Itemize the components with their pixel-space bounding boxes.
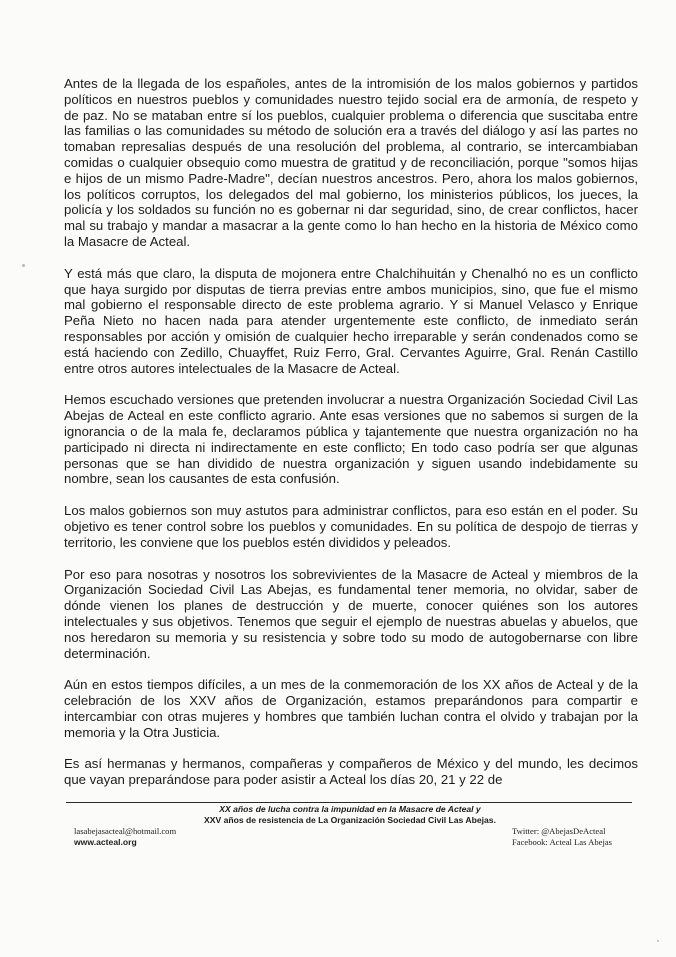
scan-speck (22, 264, 25, 267)
footer-facebook: Facebook: Acteal Las Abejas (512, 837, 612, 847)
paragraph: Hemos escuchado versiones que pretenden involucrar a nuestra Organización Sociedad Civil Las Abejas de Acteal en este conflicto agrario. Ante esas versiones que no sabemos si surgen de la ignorancia o de la mala fe, declaramos pública y tajantemente que nuestra organización no ha participado ni directa ni indirectamente en este conflicto; En todo caso podría ser que algunas personas que se han dividido de nuestra organización y siguen usando indebidamente su nombre, sean los causantes de esta confusión. (64, 392, 638, 487)
paragraph: Aún en estos tiempos difíciles, a un mes de la conmemoración de los XX años de Acteal y de la celebración de los XXV años de Organización, estamos preparándonos para compartir e intercambiar con otras mujeres y hombres que también luchan contra el olvido y trabajan por la memoria y la Otra Justicia. (64, 677, 638, 740)
footer-divider (66, 802, 632, 803)
footer-motto (160, 804, 540, 826)
paragraph: Antes de la llegada de los españoles, antes de la intromisión de los malos gobiernos y partidos políticos en nuestros pueblos y comunidades nuestro tejido social era de armonía, de respeto y de paz. No se mataban entre sí los pueblos, cualquier problema o diferencia que suscitaba entre las familias o las comunidades su método de solución era a través del diálogo y así las partes no tomaban represalias después de una resolución del problema, al contrario, se intercambiaban comidas o cualquier obsequio como muestra de gratitud y de reconciliación, porque "somos hijas e hijos de un mismo Padre-Madre", decían nuestros ancestros. Pero, ahora los malos gobiernos, los políticos corruptos, los delegados del mal gobierno, los ministerios públicos, los jueces, la policía y los soldados su función no es gobernar ni dar seguridad, sino, de crear conflictos, hacer mal su trabajo y mandar a masacrar a la gente como lo han hecho en la historia de México como la Masacre de Acteal. (64, 76, 638, 249)
footer-motto-line2: XXV años de resistencia de La Organización Sociedad Civil Las Abejas. (204, 815, 496, 825)
footer-contact (74, 826, 176, 848)
paragraph: Por eso para nosotras y nosotros los sobrevivientes de la Masacre de Acteal y miembros de la Organización Sociedad Civil Las Abejas, es fundamental tener memoria, no olvidar, saber de dónde vienen los planes de destrucción y de muerte, conocer quiénes son los autores intelectuales y sus objetivos. Tenemos que seguir el ejemplo de nuestras abuelas y abuelos, que nos heredaron su memoria y su resistencia y sobre todo su modo de autogobernarse con libre determinación. (64, 566, 638, 661)
footer-motto-line1: XX años de lucha contra la impunidad en la Masacre de Acteal y (219, 804, 481, 814)
footer-social (512, 826, 628, 848)
footer-website: www.acteal.org (74, 837, 137, 847)
paragraph: Y está más que claro, la disputa de mojonera entre Chalchihuitán y Chenalhó no es un conflicto que haya surgido por disputas de tierra previas entre ambos municipios, sino, que fue el mismo mal gobierno el responsable directo de este problema agrario. Y si Manuel Velasco y Enrique Peña Nieto no hacen nada para atender urgentemente este conflicto, de inmediato serán responsables por acción y omisión de cualquier hecho irreparable y serán condenados como se está haciendo con Zedillo, Chuayffet, Ruiz Ferro, Gral. Cervantes Aguirre, Gral. Renán Castillo entre otros autores intelectuales de la Masacre de Acteal. (64, 265, 638, 376)
footer-email: lasabejasacteal@hotmail.com (74, 826, 177, 836)
scan-speck (657, 940, 659, 942)
letter-body (64, 76, 638, 804)
paragraph: Es así hermanas y hermanos, compañeras y compañeros de México y del mundo, les decimos que vayan preparándose para poder asistir a Acteal los días 20, 21 y 22 de (64, 756, 638, 788)
paragraph: Los malos gobiernos son muy astutos para administrar conflictos, para eso están en el poder. Su objetivo es tener control sobre los pueblos y comunidades. En su política de despojo de tierras y territorio, les conviene que los pueblos estén divididos y peleados. (64, 503, 638, 550)
footer-twitter: Twitter: @AbejasDeActeal (512, 826, 606, 836)
